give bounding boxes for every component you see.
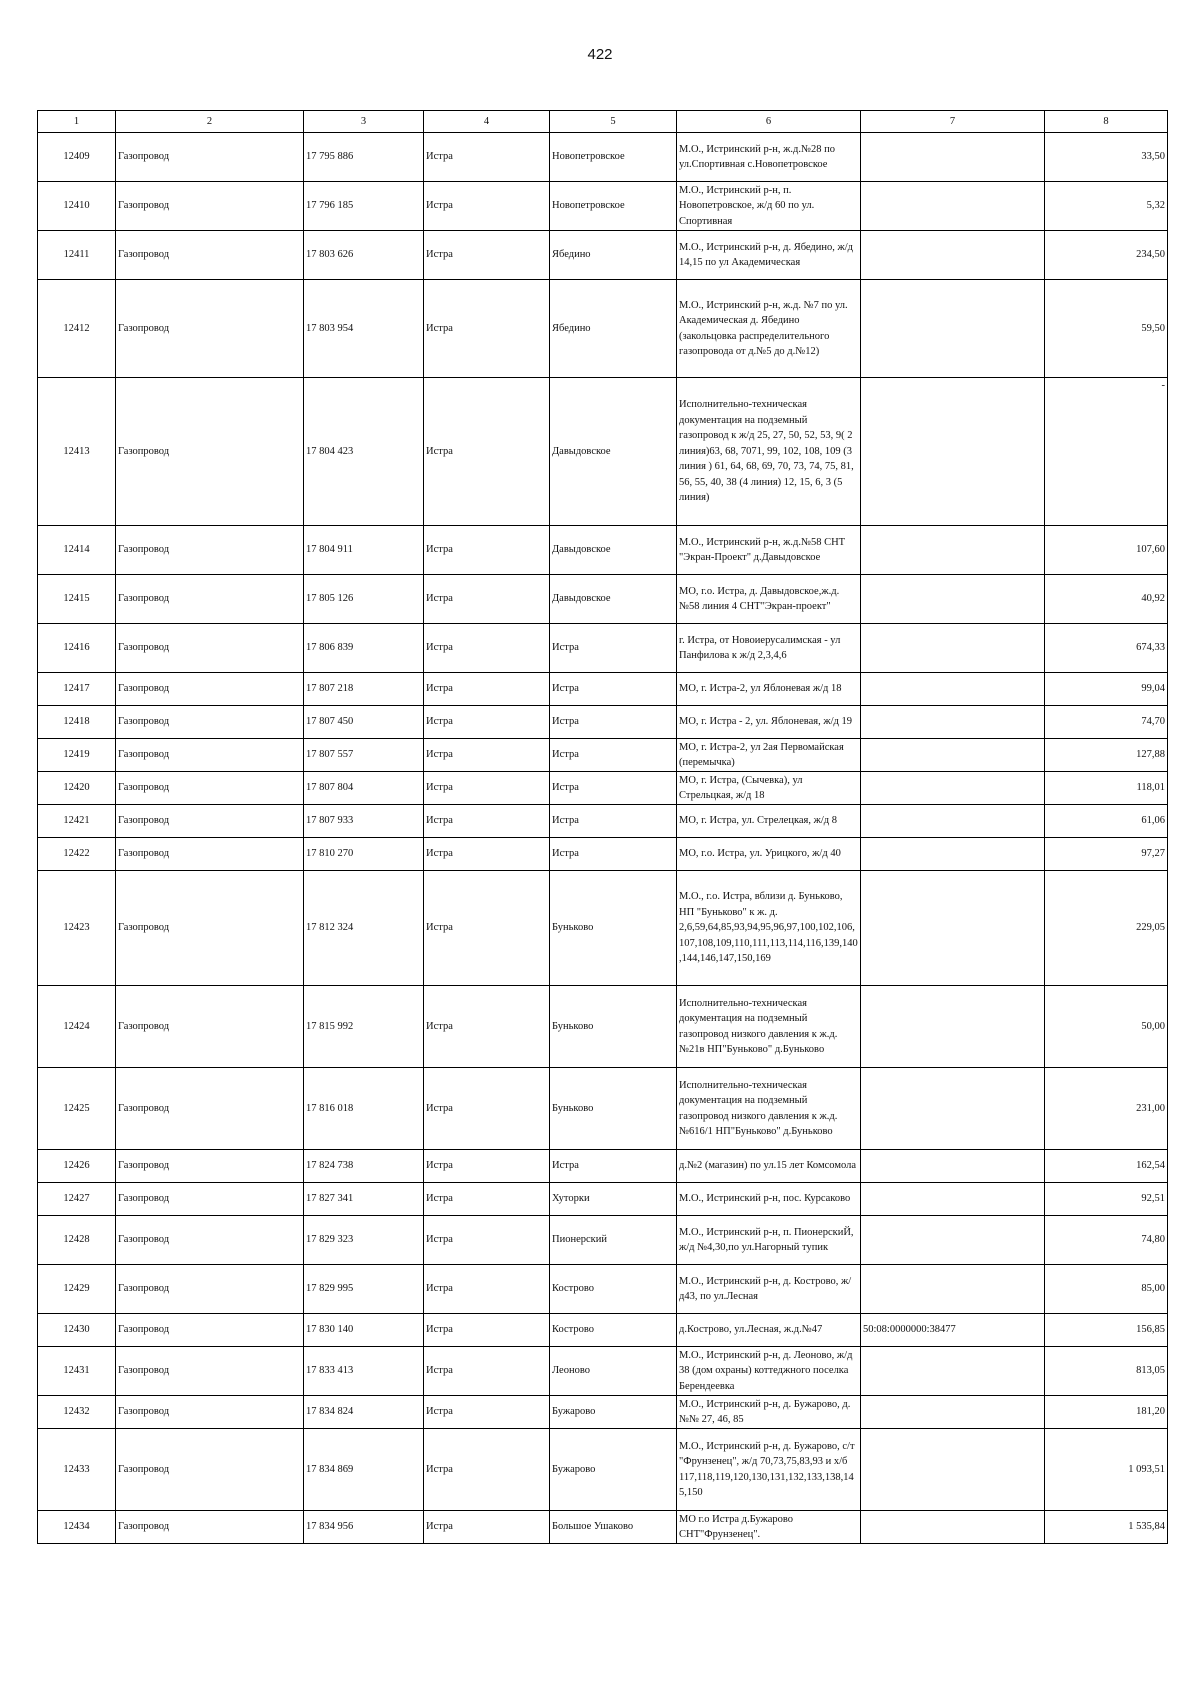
inventory-number-cell: 17 806 839: [304, 624, 424, 673]
district-cell: Истра: [424, 1314, 550, 1347]
address-cell: М.О., Истринский р-н, пос. Курсаково: [677, 1183, 861, 1216]
value-cell: 74,70: [1045, 706, 1168, 739]
object-type-cell: Газопровод: [116, 1314, 304, 1347]
object-type-cell: Газопровод: [116, 673, 304, 706]
object-type-cell: Газопровод: [116, 231, 304, 280]
table-row: [38, 772, 1168, 805]
table-row: [38, 1314, 1168, 1347]
inventory-number-cell: 17 807 218: [304, 673, 424, 706]
row-number-cell: 12419: [38, 739, 116, 772]
locality-cell: Кострово: [550, 1314, 677, 1347]
cadastral-number-cell: [861, 1511, 1045, 1544]
object-type-cell: Газопровод: [116, 378, 304, 526]
address-cell: М.О., Истринский р-н, ж.д. №7 по ул. Академическая д. Ябедино (закольцовка распределительного газопровода от д.№5 до д.№12): [677, 280, 861, 378]
cadastral-number-cell: [861, 1265, 1045, 1314]
table-row: [38, 526, 1168, 575]
district-cell: Истра: [424, 526, 550, 575]
object-type-cell: Газопровод: [116, 182, 304, 231]
object-type-cell: Газопровод: [116, 772, 304, 805]
table-row: [38, 133, 1168, 182]
row-number-cell: 12423: [38, 871, 116, 986]
table-row: [38, 575, 1168, 624]
row-number-cell: 12420: [38, 772, 116, 805]
column-header-7: 7: [861, 111, 1045, 133]
cadastral-number-cell: [861, 526, 1045, 575]
value-cell: 162,54: [1045, 1150, 1168, 1183]
table-row: [38, 1150, 1168, 1183]
inventory-number-cell: 17 807 933: [304, 805, 424, 838]
district-cell: Истра: [424, 1511, 550, 1544]
object-type-cell: Газопровод: [116, 871, 304, 986]
district-cell: Истра: [424, 1429, 550, 1511]
district-cell: Истра: [424, 1183, 550, 1216]
district-cell: Истра: [424, 1216, 550, 1265]
row-number-cell: 12424: [38, 986, 116, 1068]
address-cell: Исполнительно-техническая документация на подземный газопровод к ж/д 25, 27, 50, 52, 53, 9( 2 линия)63, 68, 7071, 99, 102, 108, 109 (3 линия ) 61, 64, 68, 69, 70, 73, 74, 75, 81, 56, 55, 40, 38 (4 линия) 12, 15, 6, 3 (5 линия): [677, 378, 861, 526]
row-number-cell: 12415: [38, 575, 116, 624]
district-cell: Истра: [424, 280, 550, 378]
address-cell: М.О., Истринский р-н, д. Бужарово, д. №№ 27, 46, 85: [677, 1396, 861, 1429]
inventory-number-cell: 17 815 992: [304, 986, 424, 1068]
address-cell: М.О., Истринский р-н, п. ПионерскиЙ, ж/д №4,30,по ул.Нагорный тупик: [677, 1216, 861, 1265]
page-number: 422: [587, 46, 613, 63]
locality-cell: Давыдовское: [550, 526, 677, 575]
cadastral-number-cell: [861, 986, 1045, 1068]
locality-cell: Истра: [550, 805, 677, 838]
table-row: [38, 838, 1168, 871]
locality-cell: Леоново: [550, 1347, 677, 1396]
table-row: [38, 1347, 1168, 1396]
row-number-cell: 12412: [38, 280, 116, 378]
address-cell: МО, г. Истра - 2, ул. Яблоневая, ж/д 19: [677, 706, 861, 739]
object-type-cell: Газопровод: [116, 1511, 304, 1544]
column-header-2: 2: [116, 111, 304, 133]
cadastral-number-cell: [861, 772, 1045, 805]
district-cell: Истра: [424, 231, 550, 280]
row-number-cell: 12428: [38, 1216, 116, 1265]
object-type-cell: Газопровод: [116, 838, 304, 871]
district-cell: Истра: [424, 838, 550, 871]
cadastral-number-cell: [861, 706, 1045, 739]
value-cell: 61,06: [1045, 805, 1168, 838]
table-row: [38, 231, 1168, 280]
district-cell: Истра: [424, 1068, 550, 1150]
table-row: [38, 1429, 1168, 1511]
value-cell: 1 535,84: [1045, 1511, 1168, 1544]
row-number-cell: 12411: [38, 231, 116, 280]
address-cell: М.О., Истринский р-н, ж.д.№28 по ул.Спортивная с.Новопетровское: [677, 133, 861, 182]
table-row: [38, 871, 1168, 986]
locality-cell: Большое Ушаково: [550, 1511, 677, 1544]
object-type-cell: Газопровод: [116, 805, 304, 838]
address-cell: д.Кострово, ул.Лесная, ж.д.№47: [677, 1314, 861, 1347]
address-cell: М.О., Истринский р-н, д. Ябедино, ж/д 14,15 по ул Академическая: [677, 231, 861, 280]
locality-cell: Бужарово: [550, 1429, 677, 1511]
object-type-cell: Газопровод: [116, 133, 304, 182]
table-row: [38, 378, 1168, 526]
inventory-number-cell: 17 829 995: [304, 1265, 424, 1314]
row-number-cell: 12421: [38, 805, 116, 838]
locality-cell: Истра: [550, 706, 677, 739]
locality-cell: Ябедино: [550, 231, 677, 280]
address-cell: М.О., Истринский р-н, д. Кострово, ж/д43, по ул.Лесная: [677, 1265, 861, 1314]
cadastral-number-cell: [861, 1068, 1045, 1150]
locality-cell: Бужарово: [550, 1396, 677, 1429]
district-cell: Истра: [424, 575, 550, 624]
value-cell: 1 093,51: [1045, 1429, 1168, 1511]
value-cell: 181,20: [1045, 1396, 1168, 1429]
table-row: [38, 182, 1168, 231]
inventory-number-cell: 17 807 804: [304, 772, 424, 805]
locality-cell: Истра: [550, 1150, 677, 1183]
cadastral-number-cell: [861, 378, 1045, 526]
locality-cell: Давыдовское: [550, 575, 677, 624]
district-cell: Истра: [424, 772, 550, 805]
value-cell: 92,51: [1045, 1183, 1168, 1216]
row-number-cell: 12429: [38, 1265, 116, 1314]
object-type-cell: Газопровод: [116, 1150, 304, 1183]
district-cell: Истра: [424, 1150, 550, 1183]
column-header-4: 4: [424, 111, 550, 133]
table-row: [38, 986, 1168, 1068]
locality-cell: Истра: [550, 838, 677, 871]
inventory-number-cell: 17 816 018: [304, 1068, 424, 1150]
cadastral-number-cell: [861, 231, 1045, 280]
object-type-cell: Газопровод: [116, 1183, 304, 1216]
row-number-cell: 12414: [38, 526, 116, 575]
value-cell: 40,92: [1045, 575, 1168, 624]
table-row: [38, 1183, 1168, 1216]
locality-cell: Кострово: [550, 1265, 677, 1314]
district-cell: Истра: [424, 805, 550, 838]
locality-cell: Истра: [550, 739, 677, 772]
cadastral-number-cell: [861, 838, 1045, 871]
locality-cell: Хуторки: [550, 1183, 677, 1216]
value-cell: 231,00: [1045, 1068, 1168, 1150]
value-cell: 97,27: [1045, 838, 1168, 871]
cadastral-number-cell: [861, 673, 1045, 706]
value-cell: 33,50: [1045, 133, 1168, 182]
district-cell: Истра: [424, 739, 550, 772]
district-cell: Истра: [424, 673, 550, 706]
value-cell: 107,60: [1045, 526, 1168, 575]
table-row: [38, 280, 1168, 378]
district-cell: Истра: [424, 1265, 550, 1314]
row-number-cell: 12410: [38, 182, 116, 231]
value-cell: 59,50: [1045, 280, 1168, 378]
row-number-cell: 12422: [38, 838, 116, 871]
row-number-cell: 12416: [38, 624, 116, 673]
value-cell: 118,01: [1045, 772, 1168, 805]
object-type-cell: Газопровод: [116, 739, 304, 772]
header-row: [38, 111, 1168, 133]
address-cell: МО, г.о. Истра, д. Давыдовское,ж.д.№58 линия 4 СНТ"Экран-проект": [677, 575, 861, 624]
inventory-number-cell: 17 803 954: [304, 280, 424, 378]
object-type-cell: Газопровод: [116, 1265, 304, 1314]
cadastral-number-cell: [861, 133, 1045, 182]
address-cell: д.№2 (магазин) по ул.15 лет Комсомола: [677, 1150, 861, 1183]
row-number-cell: 12426: [38, 1150, 116, 1183]
inventory-number-cell: 17 830 140: [304, 1314, 424, 1347]
object-type-cell: Газопровод: [116, 706, 304, 739]
table-row: [38, 1068, 1168, 1150]
district-cell: Истра: [424, 182, 550, 231]
object-type-cell: Газопровод: [116, 1347, 304, 1396]
row-number-cell: 12430: [38, 1314, 116, 1347]
value-cell: 229,05: [1045, 871, 1168, 986]
cadastral-number-cell: [861, 805, 1045, 838]
value-cell: -: [1045, 378, 1168, 526]
value-cell: 99,04: [1045, 673, 1168, 706]
inventory-number-cell: 17 807 557: [304, 739, 424, 772]
table-body: [38, 133, 1168, 1544]
table-row: [38, 1396, 1168, 1429]
object-type-cell: Газопровод: [116, 1068, 304, 1150]
address-cell: Исполнительно-техническая документация на подземный газопровод низкого давления к ж.д.№21в НП"Буньково" д.Буньково: [677, 986, 861, 1068]
cadastral-number-cell: [861, 1347, 1045, 1396]
locality-cell: Буньково: [550, 871, 677, 986]
object-type-cell: Газопровод: [116, 1216, 304, 1265]
inventory-number-cell: 17 803 626: [304, 231, 424, 280]
address-cell: Исполнительно-техническая документация на подземный газопровод низкого давления к ж.д.№616/1 НП"Буньково" д.Буньково: [677, 1068, 861, 1150]
district-cell: Истра: [424, 133, 550, 182]
value-cell: 156,85: [1045, 1314, 1168, 1347]
inventory-number-cell: 17 834 956: [304, 1511, 424, 1544]
cadastral-number-cell: [861, 1183, 1045, 1216]
table-row: [38, 1511, 1168, 1544]
cadastral-number-cell: [861, 871, 1045, 986]
value-cell: 5,32: [1045, 182, 1168, 231]
cadastral-number-cell: 50:08:0000000:38477: [861, 1314, 1045, 1347]
address-cell: г. Истра, от Новоиерусалимская - ул Панфилова к ж/д 2,3,4,6: [677, 624, 861, 673]
column-header-6: 6: [677, 111, 861, 133]
row-number-cell: 12434: [38, 1511, 116, 1544]
cadastral-number-cell: [861, 739, 1045, 772]
inventory-number-cell: 17 834 824: [304, 1396, 424, 1429]
inventory-number-cell: 17 807 450: [304, 706, 424, 739]
value-cell: 74,80: [1045, 1216, 1168, 1265]
cadastral-number-cell: [861, 1150, 1045, 1183]
cadastral-number-cell: [861, 1216, 1045, 1265]
column-header-1: 1: [38, 111, 116, 133]
district-cell: Истра: [424, 706, 550, 739]
inventory-number-cell: 17 804 423: [304, 378, 424, 526]
address-cell: М.О., Истринский р-н, ж.д.№58 СНТ "Экран-Проект" д.Давыдовское: [677, 526, 861, 575]
locality-cell: Буньково: [550, 986, 677, 1068]
address-cell: М.О., Истринский р-н, п. Новопетровское, ж/д 60 по ул. Спортивная: [677, 182, 861, 231]
object-type-cell: Газопровод: [116, 1396, 304, 1429]
table-row: [38, 739, 1168, 772]
inventory-number-cell: 17 833 413: [304, 1347, 424, 1396]
value-cell: 234,50: [1045, 231, 1168, 280]
object-type-cell: Газопровод: [116, 1429, 304, 1511]
locality-cell: Истра: [550, 772, 677, 805]
row-number-cell: 12417: [38, 673, 116, 706]
address-cell: М.О., Истринский р-н, д. Леоново, ж/д 38 (дом охраны) коттеджного поселка Берендеевка: [677, 1347, 861, 1396]
locality-cell: Ябедино: [550, 280, 677, 378]
cadastral-number-cell: [861, 624, 1045, 673]
locality-cell: Буньково: [550, 1068, 677, 1150]
address-cell: МО, г.о. Истра, ул. Урицкого, ж/д 40: [677, 838, 861, 871]
address-cell: М.О., г.о. Истра, вблизи д. Буньково, НП "Буньково" к ж. д. 2,6,59,64,85,93,94,95,96,97,100,102,106,107,108,109,110,111,113,114,116,139,140,144,146,147,150,169: [677, 871, 861, 986]
district-cell: Истра: [424, 378, 550, 526]
row-number-cell: 12418: [38, 706, 116, 739]
object-type-cell: Газопровод: [116, 624, 304, 673]
cadastral-number-cell: [861, 1396, 1045, 1429]
inventory-number-cell: 17 810 270: [304, 838, 424, 871]
value-cell: 127,88: [1045, 739, 1168, 772]
district-cell: Истра: [424, 986, 550, 1068]
table-row: [38, 673, 1168, 706]
address-cell: МО, г. Истра-2, ул 2ая Первомайская (перемычка): [677, 739, 861, 772]
inventory-number-cell: 17 829 323: [304, 1216, 424, 1265]
district-cell: Истра: [424, 1396, 550, 1429]
inventory-number-cell: 17 834 869: [304, 1429, 424, 1511]
object-type-cell: Газопровод: [116, 526, 304, 575]
column-header-3: 3: [304, 111, 424, 133]
address-cell: МО г.о Истра д.Бужарово СНТ"Фрунзенец".: [677, 1511, 861, 1544]
column-header-8: 8: [1045, 111, 1168, 133]
table-row: [38, 1265, 1168, 1314]
inventory-number-cell: 17 804 911: [304, 526, 424, 575]
row-number-cell: 12409: [38, 133, 116, 182]
object-type-cell: Газопровод: [116, 280, 304, 378]
value-cell: 674,33: [1045, 624, 1168, 673]
row-number-cell: 12425: [38, 1068, 116, 1150]
address-cell: МО, г. Истра, ул. Стрелецкая, ж/д 8: [677, 805, 861, 838]
district-cell: Истра: [424, 1347, 550, 1396]
inventory-number-cell: 17 795 886: [304, 133, 424, 182]
cadastral-number-cell: [861, 575, 1045, 624]
inventory-number-cell: 17 805 126: [304, 575, 424, 624]
locality-cell: Пионерский: [550, 1216, 677, 1265]
locality-cell: Новопетровское: [550, 133, 677, 182]
row-number-cell: 12432: [38, 1396, 116, 1429]
address-cell: МО, г. Истра-2, ул Яблоневая ж/д 18: [677, 673, 861, 706]
registry-table: [37, 110, 1168, 1544]
cadastral-number-cell: [861, 1429, 1045, 1511]
table-row: [38, 805, 1168, 838]
row-number-cell: 12413: [38, 378, 116, 526]
inventory-number-cell: 17 812 324: [304, 871, 424, 986]
cadastral-number-cell: [861, 182, 1045, 231]
row-number-cell: 12427: [38, 1183, 116, 1216]
address-cell: МО, г. Истра, (Сычевка), ул Стрельцкая, ж/д 18: [677, 772, 861, 805]
object-type-cell: Газопровод: [116, 986, 304, 1068]
table-row: [38, 624, 1168, 673]
district-cell: Истра: [424, 871, 550, 986]
row-number-cell: 12431: [38, 1347, 116, 1396]
address-cell: М.О., Истринский р-н, д. Бужарово, с/т "Фрунзенец", ж/д 70,73,75,83,93 и х/б 117,118,119,120,130,131,132,133,138,145,150: [677, 1429, 861, 1511]
row-number-cell: 12433: [38, 1429, 116, 1511]
locality-cell: Истра: [550, 624, 677, 673]
value-cell: 813,05: [1045, 1347, 1168, 1396]
inventory-number-cell: 17 827 341: [304, 1183, 424, 1216]
inventory-number-cell: 17 796 185: [304, 182, 424, 231]
locality-cell: Давыдовское: [550, 378, 677, 526]
value-cell: 50,00: [1045, 986, 1168, 1068]
object-type-cell: Газопровод: [116, 575, 304, 624]
table-row: [38, 1216, 1168, 1265]
cadastral-number-cell: [861, 280, 1045, 378]
locality-cell: Новопетровское: [550, 182, 677, 231]
locality-cell: Истра: [550, 673, 677, 706]
table-row: [38, 706, 1168, 739]
column-header-5: 5: [550, 111, 677, 133]
inventory-number-cell: 17 824 738: [304, 1150, 424, 1183]
value-cell: 85,00: [1045, 1265, 1168, 1314]
district-cell: Истра: [424, 624, 550, 673]
